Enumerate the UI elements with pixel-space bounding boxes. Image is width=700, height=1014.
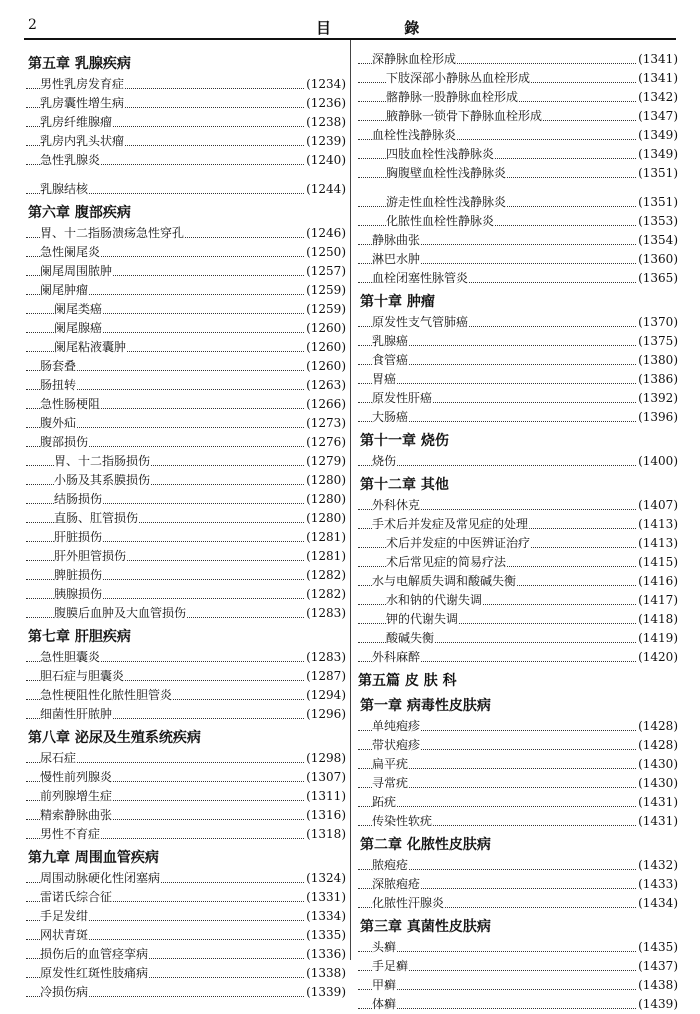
toc-entry-page: (1400) — [637, 452, 678, 471]
toc-entry-page: (1354) — [637, 231, 678, 250]
toc-entry-title: 乳腺结核 — [40, 182, 89, 196]
toc-chapter-heading — [26, 53, 346, 75]
toc-entry — [26, 983, 346, 1002]
toc-entry-title: 化脓性血栓性静脉炎 — [386, 214, 495, 228]
toc-entry-title: 大肠癌 — [372, 410, 409, 424]
toc-entry — [358, 717, 678, 736]
toc-entry-page: (1331) — [305, 888, 346, 907]
toc-entry — [358, 107, 678, 126]
toc-entry-title: 慢性前列腺炎 — [40, 770, 113, 784]
toc-entry-page: (1349) — [637, 145, 678, 164]
toc-entry-page: (1311) — [305, 787, 346, 806]
toc-entry-page: (1347) — [637, 107, 678, 126]
toc-entry — [26, 585, 346, 604]
toc-entry-page: (1418) — [637, 610, 678, 629]
toc-entry — [26, 749, 346, 768]
toc-entry — [358, 572, 678, 591]
toc-entry-page: (1433) — [637, 875, 678, 894]
toc-entry-page: (1419) — [637, 629, 678, 648]
toc-entry — [26, 338, 346, 357]
toc-entry-page: (1428) — [637, 736, 678, 755]
toc-entry-title: 烧伤 — [372, 454, 397, 468]
toc-entry-title: 腋静脉一锁骨下静脉血栓形成 — [386, 109, 543, 123]
toc-entry-page: (1375) — [637, 332, 678, 351]
toc-entry — [358, 812, 678, 831]
toc-entry-page: (1334) — [305, 907, 346, 926]
toc-entry — [26, 224, 346, 243]
toc-entry-title: 第五篇 皮 肤 科 — [358, 673, 457, 689]
toc-chapter-heading — [358, 430, 678, 452]
toc-entry — [26, 113, 346, 132]
toc-entry-title: 第二章 化脓性皮肤病 — [360, 837, 491, 853]
toc-entry — [358, 856, 678, 875]
toc-entry — [358, 938, 678, 957]
toc-entry — [358, 534, 678, 553]
toc-entry-title: 钾的代谢失调 — [386, 612, 459, 626]
toc-entry — [358, 894, 678, 913]
toc-entry-title: 胸腹壁血栓性浅静脉炎 — [386, 166, 507, 180]
toc-entry-title: 脾脏损伤 — [54, 568, 103, 582]
toc-entry-page: (1336) — [305, 945, 346, 964]
toc-chapter-heading — [26, 727, 346, 749]
toc-entry-page: (1281) — [305, 547, 346, 566]
toc-entry — [358, 995, 678, 1014]
toc-entry — [358, 231, 678, 250]
toc-entry-page: (1335) — [305, 926, 346, 945]
toc-entry-title: 体癣 — [372, 997, 397, 1011]
toc-entry-page: (1280) — [305, 471, 346, 490]
toc-entry-title: 淋巴水肿 — [372, 252, 421, 266]
toc-entry-page: (1324) — [305, 869, 346, 888]
toc-entry-title: 水和钠的代谢失调 — [386, 593, 483, 607]
toc-entry-page: (1240) — [305, 151, 346, 170]
toc-entry-title: 肝脏损伤 — [54, 530, 103, 544]
toc-entry — [26, 768, 346, 787]
toc-entry-page: (1420) — [637, 648, 678, 667]
toc-entry-page: (1283) — [305, 604, 346, 623]
toc-entry-page: (1428) — [637, 717, 678, 736]
toc-entry-page: (1431) — [637, 793, 678, 812]
toc-entry-title: 第五章 乳腺疾病 — [28, 56, 131, 72]
toc-entry — [26, 787, 346, 806]
toc-entry-page: (1260) — [305, 319, 346, 338]
toc-entry — [358, 145, 678, 164]
toc-entry — [26, 964, 346, 983]
toc-entry-page: (1351) — [637, 193, 678, 212]
toc-entry-title: 手足癣 — [372, 959, 409, 973]
toc-entry — [358, 370, 678, 389]
toc-entry-title: 损伤后的血管痉挛病 — [40, 947, 149, 961]
toc-entry — [26, 180, 346, 199]
toc-entry-page: (1370) — [637, 313, 678, 332]
toc-entry-title: 静脉曲张 — [372, 233, 421, 247]
toc-entry-title: 第三章 真菌性皮肤病 — [360, 919, 491, 935]
toc-entry-page: (1413) — [637, 534, 678, 553]
toc-entry-title: 外科麻醉 — [372, 650, 421, 664]
toc-chapter-heading — [358, 834, 678, 856]
toc-entry-title: 腹膜后血肿及大血管损伤 — [54, 606, 187, 620]
toc-entry-title: 头癣 — [372, 940, 397, 954]
toc-entry-title: 肠扭转 — [40, 378, 77, 392]
toc-entry-title: 周围动脉硬化性闭塞病 — [40, 871, 161, 885]
toc-entry-page: (1238) — [305, 113, 346, 132]
toc-entry-title: 胃癌 — [372, 372, 397, 386]
toc-entry-title: 跖疣 — [372, 795, 397, 809]
toc-entry-title: 尿石症 — [40, 751, 77, 765]
toc-entry-page: (1417) — [637, 591, 678, 610]
toc-entry-title: 第十二章 其他 — [360, 477, 449, 493]
toc-entry-page: (1349) — [637, 126, 678, 145]
toc-entry-title: 髂静脉一股静脉血栓形成 — [386, 90, 519, 104]
toc-entry-page: (1380) — [637, 351, 678, 370]
toc-entry — [26, 75, 346, 94]
toc-entry — [26, 528, 346, 547]
toc-entry — [26, 825, 346, 844]
toc-entry — [26, 547, 346, 566]
toc-entry-title: 小肠及其系膜损伤 — [54, 473, 151, 487]
toc-entry — [26, 667, 346, 686]
toc-entry-title: 阑尾肿瘤 — [40, 283, 89, 297]
toc-entry-title: 术后并发症的中医辨证治疗 — [386, 536, 531, 550]
toc-entry-page: (1432) — [637, 856, 678, 875]
toc-entry — [358, 389, 678, 408]
toc-entry — [358, 496, 678, 515]
toc-entry-page: (1263) — [305, 376, 346, 395]
toc-entry-page: (1430) — [637, 755, 678, 774]
toc-entry-page: (1250) — [305, 243, 346, 262]
toc-entry — [358, 755, 678, 774]
toc-entry-page: (1435) — [637, 938, 678, 957]
toc-entry-title: 第一章 病毒性皮肤病 — [360, 698, 491, 714]
toc-entry-title: 男性不育症 — [40, 827, 101, 841]
toc-entry-title: 急性肠梗阻 — [40, 397, 101, 411]
page-number: 2 — [28, 17, 37, 33]
toc-entry-title: 结肠损伤 — [54, 492, 103, 506]
toc-entry — [26, 907, 346, 926]
toc-entry — [358, 452, 678, 471]
toc-entry-title: 食管癌 — [372, 353, 409, 367]
toc-entry-page: (1298) — [305, 749, 346, 768]
toc-entry-title: 第六章 腹部疾病 — [28, 205, 131, 221]
toc-entry-title: 胃、十二指肠溃疡急性穿孔 — [40, 226, 185, 240]
toc-entry-page: (1236) — [305, 94, 346, 113]
toc-entry — [358, 212, 678, 231]
toc-chapter-heading — [26, 202, 346, 224]
toc-entry-title: 血栓闭塞性脉管炎 — [372, 271, 469, 285]
toc-entry-title: 带状疱疹 — [372, 738, 421, 752]
toc-entry — [358, 408, 678, 427]
toc-entry — [26, 243, 346, 262]
toc-entry-title: 网状青斑 — [40, 928, 89, 942]
toc-entry-title: 深脓疱疮 — [372, 877, 421, 891]
toc-entry-title: 第十章 肿瘤 — [360, 294, 435, 310]
toc-chapter-heading — [358, 474, 678, 496]
toc-entry — [26, 945, 346, 964]
toc-entry-title: 甲癣 — [372, 978, 397, 992]
toc-entry-page: (1434) — [637, 894, 678, 913]
toc-entry-page: (1386) — [637, 370, 678, 389]
toc-entry-title: 传染性软疣 — [372, 814, 433, 828]
toc-entry — [26, 926, 346, 945]
toc-entry — [26, 888, 346, 907]
toc-entry — [26, 433, 346, 452]
toc-entry — [26, 414, 346, 433]
toc-entry-title: 游走性血栓性浅静脉炎 — [386, 195, 507, 209]
toc-entry-title: 术后常见症的简易疗法 — [386, 555, 507, 569]
toc-entry-page: (1257) — [305, 262, 346, 281]
toc-entry-title: 深静脉血栓形成 — [372, 52, 457, 66]
toc-entry-title: 第七章 肝胆疾病 — [28, 629, 131, 645]
toc-left-column — [26, 50, 346, 1002]
toc-entry-page: (1416) — [637, 572, 678, 591]
toc-entry — [358, 269, 678, 288]
toc-entry-title: 扁平疣 — [372, 757, 409, 771]
toc-entry-page: (1296) — [305, 705, 346, 724]
toc-entry — [26, 806, 346, 825]
toc-entry — [26, 151, 346, 170]
toc-entry-title: 急性梗阻性化脓性胆管炎 — [40, 688, 173, 702]
toc-entry — [358, 629, 678, 648]
toc-entry-title: 原发性肝癌 — [372, 391, 433, 405]
toc-entry-title: 四肢血栓性浅静脉炎 — [386, 147, 495, 161]
toc-entry-title: 下肢深部小静脉丛血栓形成 — [386, 71, 531, 85]
toc-entry-title: 原发性支气管肺癌 — [372, 315, 469, 329]
toc-entry — [358, 126, 678, 145]
toc-entry-page: (1407) — [637, 496, 678, 515]
toc-entry-title: 腹部损伤 — [40, 435, 89, 449]
toc-entry — [358, 351, 678, 370]
toc-entry — [358, 610, 678, 629]
toc-entry-title: 急性阑尾炎 — [40, 245, 101, 259]
toc-entry-page: (1307) — [305, 768, 346, 787]
toc-entry — [26, 300, 346, 319]
toc-entry-page: (1246) — [305, 224, 346, 243]
page-header — [24, 17, 676, 35]
toc-entry — [26, 705, 346, 724]
toc-entry-page: (1392) — [637, 389, 678, 408]
toc-chapter-heading — [358, 695, 678, 717]
toc-entry-page: (1341) — [637, 69, 678, 88]
toc-entry — [358, 69, 678, 88]
toc-entry — [358, 793, 678, 812]
toc-entry — [26, 686, 346, 705]
toc-entry-title: 男性乳房发育症 — [40, 77, 125, 91]
toc-entry-page: (1280) — [305, 509, 346, 528]
toc-entry-title: 第八章 泌尿及生殖系统疾病 — [28, 730, 201, 746]
toc-entry-page: (1351) — [637, 164, 678, 183]
toc-entry-title: 乳房内乳头状瘤 — [40, 134, 125, 148]
toc-entry-page: (1259) — [305, 300, 346, 319]
toc-chapter-heading — [358, 670, 678, 692]
toc-entry-page: (1360) — [637, 250, 678, 269]
toc-entry-title: 胰腺损伤 — [54, 587, 103, 601]
toc-entry-title: 原发性红斑性肢痛病 — [40, 966, 149, 980]
toc-entry-title: 第十一章 烧伤 — [360, 433, 449, 449]
toc-entry-page: (1430) — [637, 774, 678, 793]
toc-entry-page: (1316) — [305, 806, 346, 825]
toc-entry — [358, 736, 678, 755]
toc-entry-page: (1244) — [305, 180, 346, 199]
toc-entry — [358, 88, 678, 107]
toc-entry — [358, 193, 678, 212]
toc-entry-title: 阑尾腺癌 — [54, 321, 103, 335]
toc-entry — [26, 509, 346, 528]
toc-chapter-heading — [358, 291, 678, 313]
toc-entry — [358, 50, 678, 69]
toc-entry — [26, 395, 346, 414]
toc-entry-page: (1259) — [305, 281, 346, 300]
toc-entry-page: (1234) — [305, 75, 346, 94]
toc-entry-title: 第九章 周围血管疾病 — [28, 850, 159, 866]
toc-entry — [26, 566, 346, 585]
toc-entry-title: 胆石症与胆囊炎 — [40, 669, 125, 683]
column-divider — [350, 40, 351, 960]
toc-entry — [26, 471, 346, 490]
toc-entry-page: (1415) — [637, 553, 678, 572]
toc-entry-page: (1338) — [305, 964, 346, 983]
toc-entry-title: 肝外胆管损伤 — [54, 549, 127, 563]
toc-entry-title: 肠套叠 — [40, 359, 77, 373]
toc-entry-page: (1339) — [305, 983, 346, 1002]
toc-entry — [358, 313, 678, 332]
toc-entry — [358, 515, 678, 534]
toc-entry — [26, 490, 346, 509]
toc-entry-title: 冷损伤病 — [40, 985, 89, 999]
toc-entry-page: (1266) — [305, 395, 346, 414]
toc-entry-title: 乳房纤维腺瘤 — [40, 115, 113, 129]
toc-entry-title: 前列腺增生症 — [40, 789, 113, 803]
toc-entry-page: (1287) — [305, 667, 346, 686]
toc-entry-title: 手足发绀 — [40, 909, 89, 923]
toc-entry — [26, 869, 346, 888]
toc-entry-page: (1282) — [305, 585, 346, 604]
toc-chapter-heading — [358, 916, 678, 938]
toc-entry — [358, 332, 678, 351]
toc-entry — [358, 875, 678, 894]
toc-entry — [26, 452, 346, 471]
toc-entry-page: (1260) — [305, 338, 346, 357]
toc-entry-page: (1341) — [637, 50, 678, 69]
toc-entry-title: 水与电解质失调和酸碱失衡 — [372, 574, 517, 588]
toc-entry-title: 阑尾粘液囊肿 — [54, 340, 127, 354]
toc-entry-page: (1318) — [305, 825, 346, 844]
toc-entry-title: 脓疱疮 — [372, 858, 409, 872]
toc-entry-page: (1283) — [305, 648, 346, 667]
toc-entry-page: (1439) — [637, 995, 678, 1014]
toc-entry-title: 急性胆囊炎 — [40, 650, 101, 664]
toc-entry-title: 血栓性浅静脉炎 — [372, 128, 457, 142]
toc-entry-title: 阑尾类癌 — [54, 302, 103, 316]
toc-entry — [358, 553, 678, 572]
toc-chapter-heading — [26, 847, 346, 869]
toc-entry — [358, 250, 678, 269]
toc-entry-title: 雷诺氏综合征 — [40, 890, 113, 904]
toc-right-column — [358, 50, 678, 1014]
toc-entry-title: 细菌性肝脓肿 — [40, 707, 113, 721]
toc-entry-title: 单纯疱疹 — [372, 719, 421, 733]
toc-entry-page: (1260) — [305, 357, 346, 376]
toc-entry — [358, 164, 678, 183]
toc-entry — [26, 648, 346, 667]
toc-entry-title: 直肠、肛管损伤 — [54, 511, 139, 525]
toc-entry-page: (1365) — [637, 269, 678, 288]
toc-entry-page: (1294) — [305, 686, 346, 705]
toc-entry — [358, 976, 678, 995]
toc-entry-page: (1413) — [637, 515, 678, 534]
toc-entry-title: 腹外疝 — [40, 416, 77, 430]
toc-entry — [26, 281, 346, 300]
toc-entry-page: (1342) — [637, 88, 678, 107]
toc-entry-page: (1239) — [305, 132, 346, 151]
toc-entry-title: 胃、十二指肠损伤 — [54, 454, 151, 468]
toc-entry-page: (1353) — [637, 212, 678, 231]
toc-chapter-heading — [26, 626, 346, 648]
toc-entry-page: (1281) — [305, 528, 346, 547]
toc-entry-title: 外科休克 — [372, 498, 421, 512]
toc-entry-title: 精索静脉曲张 — [40, 808, 113, 822]
toc-entry-title: 乳房囊性增生病 — [40, 96, 125, 110]
toc-entry-title: 乳腺癌 — [372, 334, 409, 348]
toc-entry-page: (1276) — [305, 433, 346, 452]
toc-entry-title: 阑尾周围脓肿 — [40, 264, 113, 278]
toc-entry-page: (1396) — [637, 408, 678, 427]
toc-entry-page: (1282) — [305, 566, 346, 585]
toc-entry — [26, 357, 346, 376]
toc-entry-title: 寻常疣 — [372, 776, 409, 790]
toc-entry-title: 急性乳腺炎 — [40, 153, 101, 167]
toc-entry-title: 酸碱失衡 — [386, 631, 435, 645]
toc-entry — [358, 774, 678, 793]
toc-entry — [26, 319, 346, 338]
toc-entry-page: (1280) — [305, 490, 346, 509]
toc-entry-title: 化脓性汗腺炎 — [372, 896, 445, 910]
toc-entry-page: (1273) — [305, 414, 346, 433]
toc-entry — [358, 648, 678, 667]
toc-entry-page: (1279) — [305, 452, 346, 471]
toc-entry — [26, 604, 346, 623]
toc-entry-title: 手术后并发症及常见症的处理 — [372, 517, 529, 531]
toc-entry — [358, 591, 678, 610]
toc-entry-page: (1437) — [637, 957, 678, 976]
toc-entry — [26, 94, 346, 113]
toc-entry — [26, 262, 346, 281]
toc-entry — [26, 376, 346, 395]
toc-entry — [358, 957, 678, 976]
page-title: 目 錄 — [316, 19, 454, 37]
toc-entry — [26, 132, 346, 151]
toc-entry-page: (1431) — [637, 812, 678, 831]
toc-entry-page: (1438) — [637, 976, 678, 995]
